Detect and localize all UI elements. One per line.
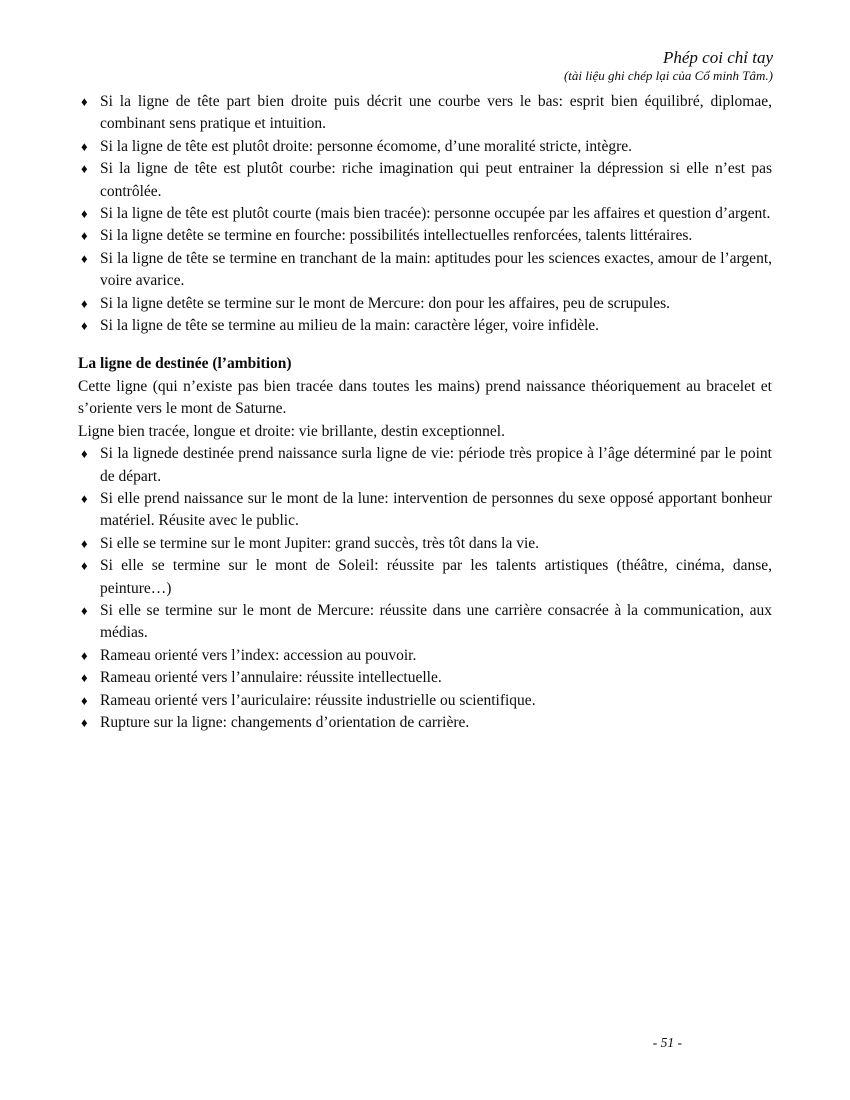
list-item [78,667,772,689]
diamond-bullet-icon: ♦ [81,490,88,506]
list-item [78,248,772,293]
document-body [78,91,772,734]
list-item-text: Rameau orienté vers l’annulaire: réussite intellectuelle. [100,669,442,687]
diamond-bullet-icon: ♦ [81,558,88,574]
list-item [78,225,772,247]
destiny-bullet-list [78,443,772,734]
list-item-text: Rameau orienté vers l’index: accession au pouvoir. [100,646,417,664]
diamond-bullet-icon: ♦ [81,206,88,222]
destiny-section-heading: La ligne de destinée (l’ambition) [78,355,292,373]
diamond-bullet-icon: ♦ [81,714,88,730]
list-item [78,158,772,203]
diamond-bullet-icon: ♦ [81,446,88,462]
list-item-text: Si la ligne detête se termine sur le mont de Mercure: don pour les affaires, peu de scrupules. [100,294,671,312]
destiny-paragraph: Ligne bien tracée, longue et droite: vie brillante, destin exceptionnel. [78,422,505,440]
list-item [78,293,772,315]
diamond-bullet-icon: ♦ [81,94,88,109]
list-item [78,488,772,533]
list-item-text: Si la ligne de tête est plutôt droite: personne écomome, d’une moralité stricte, intègre. [100,137,633,155]
list-item-text: Si elle se termine sur le mont de Soleil: réussite par les talents artistiques (théâtre, cinéma, danse, peinture…) [100,557,772,597]
diamond-bullet-icon: ♦ [81,535,88,551]
diamond-bullet-icon: ♦ [81,670,88,686]
diamond-bullet-icon: ♦ [81,647,88,663]
diamond-bullet-icon: ♦ [81,318,88,334]
list-item [78,91,772,136]
list-item [78,443,772,488]
page-header [564,48,773,84]
list-item [78,315,772,337]
list-item-text: Rupture sur la ligne: changements d’orientation de carrière. [100,713,470,731]
list-item-text: Si la ligne de tête est plutôt courte (mais bien tracée): personne occupée par les affaires et question d’argent. [100,205,771,223]
list-item [78,690,772,712]
list-item [78,600,772,645]
list-item-text: Si elle se termine sur le mont de Mercure: réussite dans une carrière consacrée à la communication, aux médias. [100,601,772,642]
document-title: Phép coi chỉ tay [663,48,773,67]
diamond-bullet-icon: ♦ [81,602,88,618]
list-item [78,136,772,158]
list-item [78,203,772,225]
document-subtitle: (tài liệu ghi chép lại của Cổ minh Tâm.) [563,68,773,83]
diamond-bullet-icon: ♦ [81,692,88,708]
head-line-bullet-list [78,91,772,337]
list-item-text: Si elle se termine sur le mont Jupiter: grand succès, très tôt dans la vie. [100,534,540,552]
diamond-bullet-icon: ♦ [81,228,88,244]
list-item-text: Rameau orienté vers l’auriculaire: réussite industrielle ou scientifique. [100,691,536,709]
diamond-bullet-icon: ♦ [81,138,88,154]
list-item [78,712,772,734]
list-item-text: Si la ligne de tête se termine au milieu de la main: caractère léger, voire infidèle. [100,317,600,335]
diamond-bullet-icon: ♦ [81,250,88,266]
page-number: - 51 - [652,1035,682,1050]
list-item-text: Si la ligne de tête part bien droite puis décrit une courbe vers le bas: esprit bien équilibré, diplomae, combinant sens pratique et intuition. [100,93,772,133]
destiny-paragraph: Cette ligne (qui n’existe pas bien tracée dans toutes les mains) prend naissance théoriquement au bracelet et s’oriente vers le mont de Saturne. [78,377,772,418]
list-item-text: Si la ligne detête se termine en fourche: possibilités intellectuelles renforcées, talents littéraires. [100,227,693,245]
diamond-bullet-icon: ♦ [81,295,88,311]
list-item-text: Si la ligne de tête est plutôt courbe: riche imagination qui peut entrainer la dépression si elle n’est pas contrôlée. [100,160,772,200]
list-item-text: Si la ligne de tête se termine en tranchant de la main: aptitudes pour les sciences exactes, amour de l’argent, voire avarice. [100,249,772,290]
list-item-text: Si elle prend naissance sur le mont de la lune: intervention de personnes du sexe opposé apportant bonheur matériel. Réusite avec le public. [100,489,772,530]
list-item [78,645,772,667]
diamond-bullet-icon: ♦ [81,161,88,177]
list-item-text: Si la lignede destinée prend naissance surla ligne de vie: période très propice à l’âge déterminé par le point de départ. [100,445,772,485]
list-item [78,555,772,600]
list-item [78,533,772,555]
